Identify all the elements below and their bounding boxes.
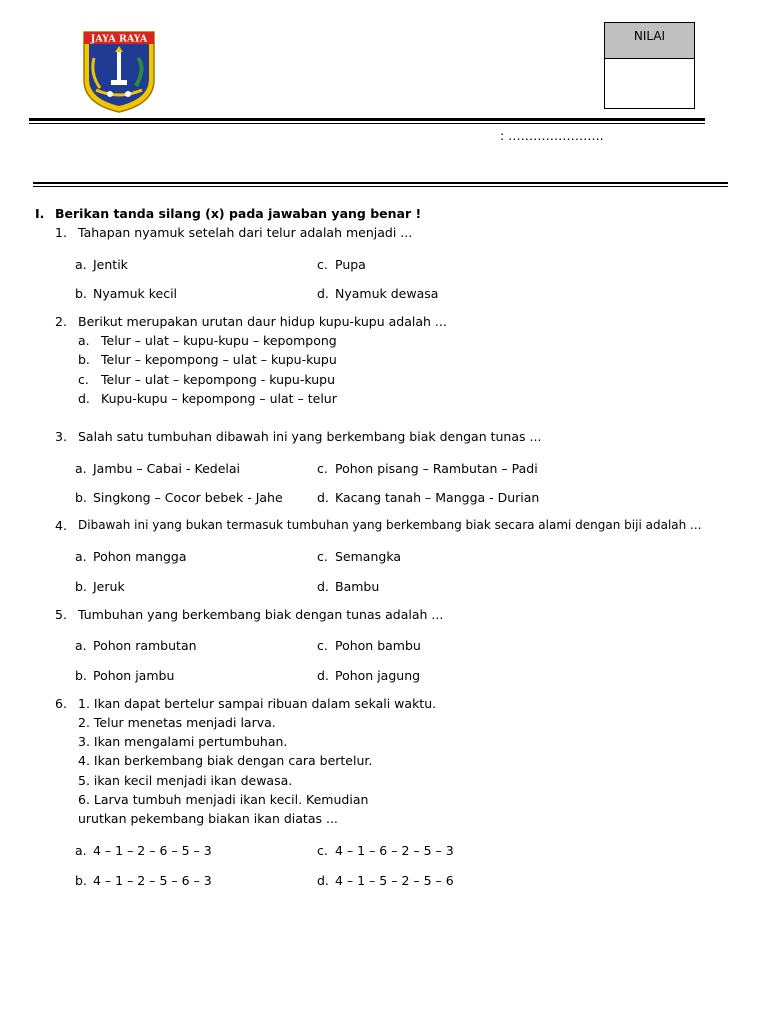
option-text: Jeruk [93, 579, 125, 594]
option-label: d. [317, 286, 329, 301]
section-number: I. [35, 206, 45, 221]
header-rule-thin [29, 123, 705, 124]
section-rule-thick [33, 182, 728, 184]
name-field-line: : ………………….. [500, 128, 604, 143]
option-text: Jambu – Cabai - Kedelai [93, 461, 240, 476]
option-label: b. [75, 579, 87, 594]
option-text: Bambu [335, 579, 380, 594]
option-label: d. [317, 579, 329, 594]
question-number: 6. [55, 696, 67, 711]
option-label: c. [317, 257, 328, 272]
option-label: a. [78, 333, 90, 348]
statement-line: 3. Ikan mengalami pertumbuhan. [78, 734, 288, 749]
question-text: Dibawah ini yang bukan termasuk tumbuhan yang berkembang biak secara alami dengan biji adalah ... [78, 518, 702, 532]
question-text: Berikut merupakan urutan daur hidup kupu-kupu adalah ... [78, 314, 447, 329]
statement-line: 2. Telur menetas menjadi larva. [78, 715, 276, 730]
option-text: 4 – 1 – 2 – 6 – 5 – 3 [93, 843, 212, 858]
jaya-raya-logo [80, 28, 158, 114]
statement-line: 5. ikan kecil menjadi ikan dewasa. [78, 773, 293, 788]
section-rule-thin [33, 186, 728, 187]
question-number: 5. [55, 607, 67, 622]
option-text: Pohon jagung [335, 668, 421, 683]
option-label: d. [317, 490, 329, 505]
statement-line: urutkan pekembang biakan ikan diatas ... [78, 811, 338, 826]
option-label: b. [75, 286, 87, 301]
option-label: d. [317, 668, 329, 683]
question-number: 4. [55, 518, 67, 533]
option-label: a. [75, 461, 87, 476]
option-label: a. [75, 843, 87, 858]
option-label: a. [75, 638, 87, 653]
option-text: Telur – ulat – kupu-kupu – kepompong [101, 333, 337, 348]
option-text: Jentik [93, 257, 128, 272]
option-text: Singkong – Cocor bebek - Jahe [93, 490, 283, 505]
question-number: 2. [55, 314, 67, 329]
option-label: c. [317, 461, 328, 476]
option-label: b. [78, 352, 90, 367]
option-label: a. [75, 257, 87, 272]
option-text: Pohon mangga [93, 549, 187, 564]
option-label: d. [317, 873, 329, 888]
logo-text: JAYA RAYA [90, 33, 148, 45]
option-text: 4 – 1 – 5 – 2 – 5 – 6 [335, 873, 454, 888]
option-label: c. [317, 638, 328, 653]
option-text: Kacang tanah – Mangga - Durian [335, 490, 540, 505]
question-text: Salah satu tumbuhan dibawah ini yang berkembang biak dengan tunas ... [78, 429, 542, 444]
option-text: Pohon rambutan [93, 638, 197, 653]
question-text: Tumbuhan yang berkembang biak dengan tunas adalah ... [78, 607, 444, 622]
option-text: Nyamuk kecil [93, 286, 178, 301]
option-text: Nyamuk dewasa [335, 286, 439, 301]
question-number: 1. [55, 225, 67, 240]
option-text: Pohon jambu [93, 668, 175, 683]
option-label: c. [317, 843, 328, 858]
question-number: 3. [55, 429, 67, 444]
option-text: Pohon pisang – Rambutan – Padi [335, 461, 538, 476]
option-label: b. [75, 873, 87, 888]
option-text: 4 – 1 – 2 – 5 – 6 – 3 [93, 873, 212, 888]
option-text: Semangka [335, 549, 401, 564]
score-label: NILAI [605, 23, 694, 59]
option-text: Pohon bambu [335, 638, 421, 653]
section-title: Berikan tanda silang (x) pada jawaban yang benar ! [55, 206, 422, 221]
question-text: Tahapan nyamuk setelah dari telur adalah menjadi ... [78, 225, 413, 240]
option-label: b. [75, 490, 87, 505]
score-box [604, 22, 695, 109]
statement-line: 1. Ikan dapat bertelur sampai ribuan dalam sekali waktu. [78, 696, 437, 711]
option-label: b. [75, 668, 87, 683]
option-text: Kupu-kupu – kepompong – ulat – telur [101, 391, 337, 406]
option-label: c. [317, 549, 328, 564]
option-text: Telur – kepompong – ulat – kupu-kupu [101, 352, 337, 367]
statement-line: 4. Ikan berkembang biak dengan cara bertelur. [78, 753, 373, 768]
option-text: Telur – ulat – kepompong - kupu-kupu [101, 372, 336, 387]
option-label: c. [78, 372, 89, 387]
option-label: d. [78, 391, 90, 406]
option-label: a. [75, 549, 87, 564]
header-rule-thick [29, 118, 705, 121]
option-text: Pupa [335, 257, 366, 272]
statement-line: 6. Larva tumbuh menjadi ikan kecil. Kemudian [78, 792, 369, 807]
option-text: 4 – 1 – 6 – 2 – 5 – 3 [335, 843, 454, 858]
